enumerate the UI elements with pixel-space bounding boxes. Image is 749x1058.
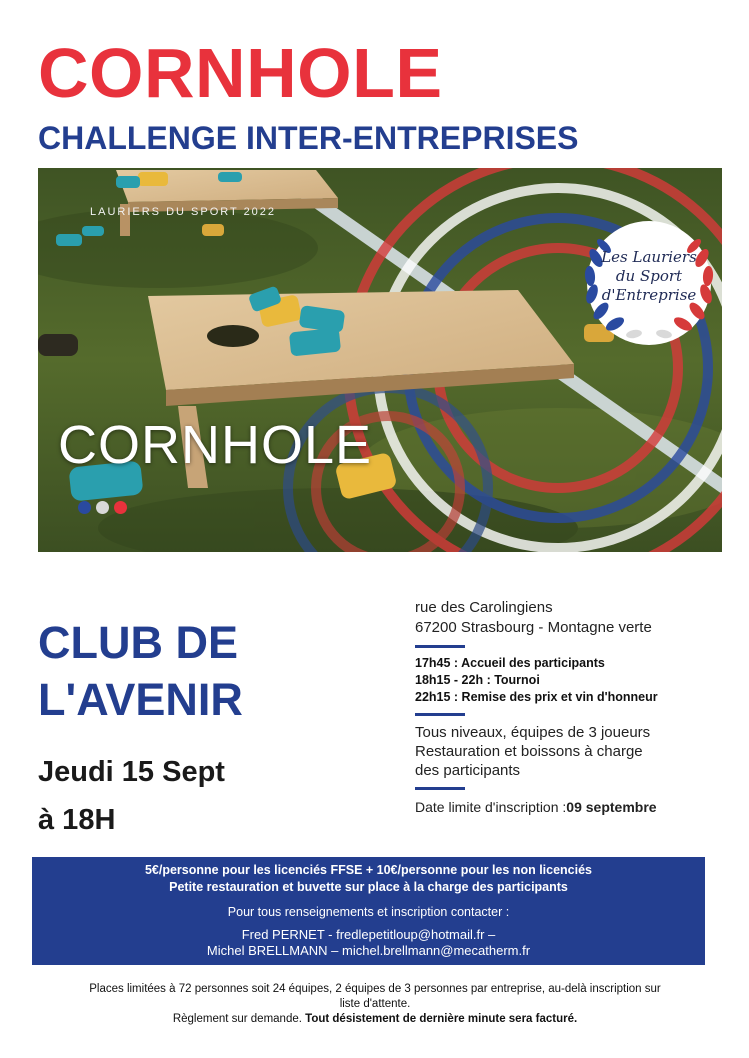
- page-title: CORNHOLE: [38, 34, 443, 112]
- cornhole-photo: [38, 168, 722, 552]
- logo-text: [574, 248, 722, 305]
- footer-line-1: Places limitées à 72 personnes soit 24 équipes, 2 équipes de 3 personnes par entreprise, au-delà inscription sur: [89, 983, 661, 995]
- pricing-contact-band: [32, 857, 705, 965]
- event-info: [415, 598, 735, 817]
- price-text: 5€/personne pour les licenciés FFSE + 10€/personne pour les non licenciés: [144, 863, 593, 877]
- page-subtitle: CHALLENGE INTER-ENTREPRISES: [38, 120, 579, 156]
- address-line-2: 67200 Strasbourg - Montagne verte: [415, 619, 652, 636]
- footer-rules: Règlement sur demande.: [172, 1013, 302, 1025]
- venue-line-2: L'AVENIR: [38, 674, 243, 725]
- separator: [415, 713, 465, 716]
- logo-line-1: Les Lauriers: [601, 248, 697, 266]
- event-date: Jeudi 15 Sept: [38, 756, 225, 788]
- logo-line-3: d'Entreprise: [601, 286, 697, 304]
- logo-line-2: du Sport: [615, 267, 683, 285]
- level-line-2: Restauration et boissons à charge: [415, 743, 643, 760]
- photo-dots: [78, 501, 127, 514]
- footer-cancellation: Tout désistement de dernière minute sera facturé.: [305, 1013, 578, 1025]
- footer-line-2: liste d'attente.: [339, 998, 411, 1010]
- event-time: à 18H: [38, 804, 116, 836]
- dot-red: [114, 501, 127, 514]
- schedule-item: 17h45 : Accueil des participants: [415, 656, 605, 670]
- separator: [415, 787, 465, 790]
- separator: [415, 645, 465, 648]
- photo-overlay-word: CORNHOLE: [58, 415, 373, 475]
- level-line-1: Tous niveaux, équipes de 3 joueurs: [415, 724, 651, 741]
- registration-deadline: [415, 797, 735, 817]
- contact-intro: Pour tous renseignements et inscription contacter :: [227, 905, 510, 919]
- contact-2[interactable]: Michel BRELLMANN – michel.brellmann@mecatherm.fr: [206, 943, 531, 958]
- address-line-1: rue des Carolingiens: [415, 599, 553, 616]
- dot-grey: [96, 501, 109, 514]
- deadline-label: Date limite d'inscription :: [415, 799, 567, 815]
- level-line-3: des participants: [415, 762, 521, 779]
- venue-name: [38, 614, 243, 728]
- footer-notes: [40, 982, 710, 1027]
- dot-blue: [78, 501, 91, 514]
- schedule-item: 22h15 : Remise des prix et vin d'honneur: [415, 690, 658, 704]
- catering-text: Petite restauration et buvette sur place à la charge des participants: [169, 880, 568, 894]
- schedule-item: 18h15 - 22h : Tournoi: [415, 673, 540, 687]
- contact-1[interactable]: Fred PERNET - fredlepetitloup@hotmail.fr –: [241, 927, 496, 942]
- venue-line-1: CLUB DE: [38, 617, 238, 668]
- lauriers-logo: [574, 218, 722, 348]
- photo-caption: LAURIERS DU SPORT 2022: [90, 206, 277, 218]
- footer-line-3: [40, 1012, 710, 1027]
- deadline-value: 09 septembre: [566, 799, 657, 815]
